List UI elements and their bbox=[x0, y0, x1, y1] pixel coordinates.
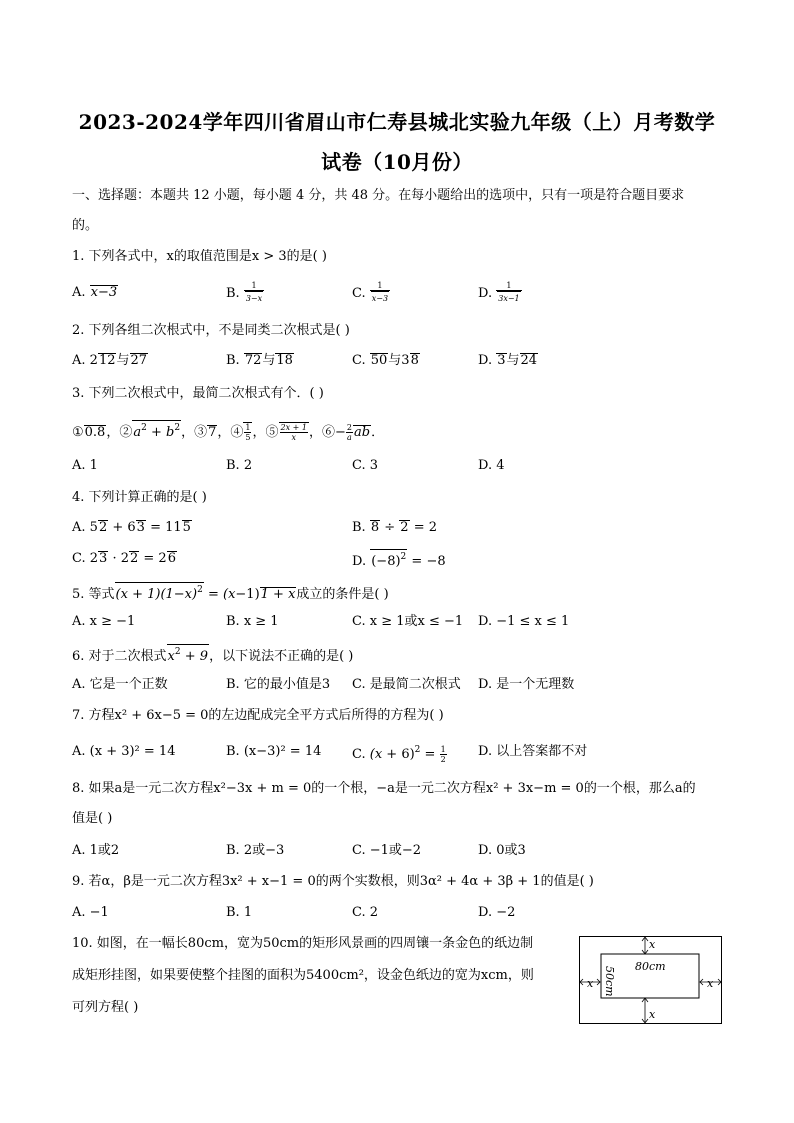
q4-option-c: C. 23 · 22 = 26 bbox=[72, 551, 176, 566]
q2-option-b: B. 72与18 bbox=[226, 353, 293, 368]
q3-expressions: ①0.8，$②a^2 + b^2$，③7，④ $\frac{1}{5}$ ，⑤ $\frac{2x + 1}{x}$ ，⑥− $\frac{2}{a}$ ab． bbox=[72, 420, 384, 443]
question-9-stem: 9. 若α，β是一元二次方程3x² + x−1 = 0的两个实数根，则3α² + 4α + 3β + 1的值是( ) bbox=[72, 874, 594, 889]
q5-option-b: B. x ≥ 1 bbox=[226, 614, 279, 629]
frame-diagram bbox=[579, 936, 722, 1024]
question-4-stem: 4. 下列计算正确的是( ) bbox=[72, 490, 207, 505]
q6-option-c: C. 是最简二次根式 bbox=[352, 677, 461, 692]
q2-option-c: C. 50与38 bbox=[352, 353, 419, 368]
q7-option-a: A. (x + 3)² = 14 bbox=[72, 744, 176, 759]
q8-option-b: B. 2或−3 bbox=[226, 843, 285, 858]
q5-option-c: C. x ≥ 1或x ≤ −1 bbox=[352, 614, 464, 629]
q1-option-d: D. $\frac{1}{3x-1}$ bbox=[478, 281, 522, 306]
question-3-stem: 3. 下列二次根式中，最简二次根式有个．( ) bbox=[72, 386, 324, 401]
question-2-stem: 2. 下列各组二次根式中，不是同类二次根式是( ) bbox=[72, 323, 350, 338]
q8-option-d: D. 0或3 bbox=[478, 843, 526, 858]
q9-option-b: B. 1 bbox=[226, 905, 253, 920]
bottom-x-label: x bbox=[649, 1008, 656, 1021]
question-8-stem: 8. 如果a是一元二次方程x²−3x + m = 0的一个根，−a是一元二次方程x² + 3x−m = 0的一个根，那么a的 bbox=[72, 781, 696, 796]
q3-option-b: B. 2 bbox=[226, 458, 253, 473]
q7-option-c: C. $(x + 6)^2$ = $\frac{1}{2}$ bbox=[352, 745, 446, 764]
length-label: 80cm bbox=[635, 960, 666, 973]
q2-option-a: A. 212与27 bbox=[72, 353, 148, 368]
q6-option-d: D. 是一个无理数 bbox=[478, 677, 575, 692]
question-8-stem-line2: 值是( ) bbox=[72, 811, 113, 826]
q3-option-d: D. 4 bbox=[478, 458, 505, 473]
section-header-line2: 的。 bbox=[72, 218, 99, 233]
left-x-label: x bbox=[587, 977, 594, 990]
page-title-line2: 试卷（10月份） bbox=[321, 150, 473, 174]
section-header: 一、选择题：本题共 12 小题，每小题 4 分，共 48 分。在每小题给出的选项中，只有一项是符合题目要求 bbox=[72, 188, 685, 203]
question-10-stem-line3: 可列方程( ) bbox=[72, 1000, 139, 1015]
q6-option-b: B. 它的最小值是3 bbox=[226, 677, 331, 692]
q4-option-a: A. 52 + 63 = 115 bbox=[72, 520, 191, 535]
question-1-stem: 1. 下列各式中，x的取值范围是x > 3的是( ) bbox=[72, 249, 327, 264]
q3-option-a: A. 1 bbox=[72, 458, 98, 473]
q8-option-c: C. −1或−2 bbox=[352, 843, 422, 858]
question-7-stem: 7. 方程x² + 6x−5 = 0的左边配成完全平方式后所得的方程为( ) bbox=[72, 708, 444, 723]
q9-option-d: D. −2 bbox=[478, 905, 516, 920]
q7-option-b: B. (x−3)² = 14 bbox=[226, 744, 322, 759]
right-x-label: x bbox=[707, 977, 714, 990]
question-10-stem: 10. 如图，在一幅长80cm，宽为50cm的矩形风景画的四周镶一条金色的纸边制 bbox=[72, 936, 534, 951]
q2-option-d: D. 3与24 bbox=[478, 353, 538, 368]
q5-option-d: D. −1 ≤ x ≤ 1 bbox=[478, 614, 570, 629]
q6-option-a: A. 它是一个正数 bbox=[72, 677, 168, 692]
question-10-stem-line2: 成矩形挂图，如果要使整个挂图的面积为5400cm²，设金色纸边的宽为xcm，则 bbox=[72, 968, 534, 983]
q7-option-d: D. 以上答案都不对 bbox=[478, 744, 588, 759]
q4-option-d: D. $(-8)^2 = -8$ bbox=[352, 549, 446, 572]
q1-option-a: A. x−3 bbox=[72, 285, 118, 300]
page-title: 2023-2024学年四川省眉山市仁寿县城北实验九年级（上）月考数学 bbox=[78, 110, 716, 134]
question-5-stem: 5. 等式$(x + 1)(1-x)^2 = (x-1)1 + x$成立的条件是( ) bbox=[72, 582, 389, 605]
top-x-label: x bbox=[649, 938, 656, 951]
question-6-stem: 6. 对于二次根式$x^2 + 9$，以下说法不正确的是( ) bbox=[72, 644, 353, 667]
q3-option-c: C. 3 bbox=[352, 458, 379, 473]
q4-option-b: B. 8 ÷ 2 = 2 bbox=[352, 520, 437, 535]
q9-option-c: C. 2 bbox=[352, 905, 379, 920]
q8-option-a: A. 1或2 bbox=[72, 843, 120, 858]
q1-option-b: B. $\frac{1}{3-x}$ bbox=[226, 281, 264, 306]
width-label: 50cm bbox=[603, 966, 616, 997]
q1-option-c: C. $\frac{1}{x-3}$ bbox=[352, 281, 390, 306]
q5-option-a: A. x ≥ −1 bbox=[72, 614, 136, 629]
q9-option-a: A. −1 bbox=[72, 905, 109, 920]
